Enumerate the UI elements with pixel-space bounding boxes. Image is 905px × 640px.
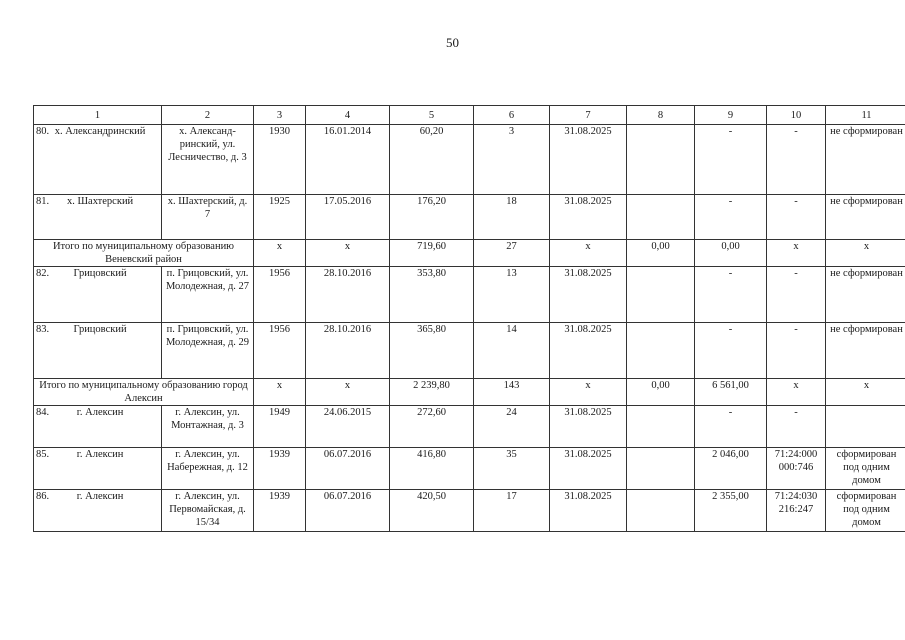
deadline-cell: 31.08.2025 — [550, 323, 627, 379]
col8-cell — [627, 490, 695, 532]
cadastral-cell: - — [767, 125, 826, 195]
area-cell: 719,60 — [390, 240, 474, 267]
col9-cell: 0,00 — [695, 240, 767, 267]
column-header: 2 — [162, 106, 254, 125]
area-cell: 2 239,80 — [390, 379, 474, 406]
settlement-name: г. Алексин — [76, 491, 124, 502]
settlement-name: х. Шахтерский — [66, 196, 134, 207]
date-cell: х — [306, 379, 390, 406]
row-id-cell — [34, 195, 162, 240]
year-cell: х — [254, 240, 306, 267]
col8-cell: 0,00 — [627, 240, 695, 267]
deadline-cell: х — [550, 379, 627, 406]
count-cell: 14 — [474, 323, 550, 379]
address-cell: х. Александ-ринский, ул. Лесничество, д. 3 — [162, 125, 254, 195]
count-cell: 143 — [474, 379, 550, 406]
cadastral-cell: 71:24:030 216:247 — [767, 490, 826, 532]
col8-cell — [627, 323, 695, 379]
subtotal-row — [34, 240, 905, 267]
table-row — [34, 448, 905, 490]
date-cell: х — [306, 240, 390, 267]
row-number: 81. — [36, 196, 50, 207]
year-cell: 1939 — [254, 490, 306, 532]
area-cell: 365,80 — [390, 323, 474, 379]
deadline-cell: 31.08.2025 — [550, 490, 627, 532]
status-cell: не сформирован — [826, 267, 905, 323]
cadastral-cell: х — [767, 240, 826, 267]
year-cell: 1949 — [254, 406, 306, 448]
col8-cell — [627, 125, 695, 195]
status-cell: х — [826, 240, 905, 267]
settlement-name: х. Александринский — [54, 126, 146, 137]
row-number: 84. — [36, 407, 50, 418]
area-cell: 176,20 — [390, 195, 474, 240]
year-cell: 1939 — [254, 448, 306, 490]
year-cell: 1956 — [254, 323, 306, 379]
status-cell: сформирован под одним домом — [826, 448, 905, 490]
cadastral-cell: - — [767, 267, 826, 323]
year-cell: 1956 — [254, 267, 306, 323]
col8-cell — [627, 267, 695, 323]
column-header: 3 — [254, 106, 306, 125]
col8-cell — [627, 448, 695, 490]
count-cell: 24 — [474, 406, 550, 448]
row-number: 80. — [36, 126, 50, 137]
year-cell: х — [254, 379, 306, 406]
column-header: 1 — [34, 106, 162, 125]
settlement-name: Грицовский — [73, 324, 127, 335]
row-number: 85. — [36, 449, 50, 460]
column-header: 7 — [550, 106, 627, 125]
row-number: 83. — [36, 324, 50, 335]
deadline-cell: 31.08.2025 — [550, 195, 627, 240]
row-id-cell — [34, 125, 162, 195]
table-row — [34, 195, 905, 240]
housing-table — [33, 105, 905, 532]
subtotal-row — [34, 379, 905, 406]
table-row — [34, 490, 905, 532]
address-cell: п. Грицовский, ул. Молодежная, д. 27 — [162, 267, 254, 323]
address-cell: г. Алексин, ул. Набережная, д. 12 — [162, 448, 254, 490]
row-id-cell — [34, 490, 162, 532]
address-cell: х. Шахтерский, д. 7 — [162, 195, 254, 240]
col8-cell — [627, 195, 695, 240]
subtotal-label: Итого по муниципальному образованию Веневский район — [34, 240, 254, 267]
count-cell: 17 — [474, 490, 550, 532]
table-row — [34, 406, 905, 448]
column-header: 10 — [767, 106, 826, 125]
column-header: 11 — [826, 106, 905, 125]
status-cell: х — [826, 379, 905, 406]
area-cell: 420,50 — [390, 490, 474, 532]
deadline-cell: 31.08.2025 — [550, 267, 627, 323]
col8-cell: 0,00 — [627, 379, 695, 406]
cadastral-cell: х — [767, 379, 826, 406]
table-row — [34, 125, 905, 195]
settlement-name: г. Алексин — [76, 407, 124, 418]
area-cell: 272,60 — [390, 406, 474, 448]
address-cell: п. Грицовский, ул. Молодежная, д. 29 — [162, 323, 254, 379]
count-cell: 13 — [474, 267, 550, 323]
settlement-name: Грицовский — [73, 268, 127, 279]
count-cell: 27 — [474, 240, 550, 267]
status-cell: не сформирован — [826, 323, 905, 379]
row-number: 82. — [36, 268, 50, 279]
col9-cell: 2 355,00 — [695, 490, 767, 532]
count-cell: 35 — [474, 448, 550, 490]
date-cell: 16.01.2014 — [306, 125, 390, 195]
col9-cell: - — [695, 125, 767, 195]
column-header: 4 — [306, 106, 390, 125]
column-header: 8 — [627, 106, 695, 125]
cadastral-cell: 71:24:000 000:746 — [767, 448, 826, 490]
col9-cell: 6 561,00 — [695, 379, 767, 406]
column-header: 9 — [695, 106, 767, 125]
year-cell: 1925 — [254, 195, 306, 240]
area-cell: 353,80 — [390, 267, 474, 323]
cadastral-cell: - — [767, 323, 826, 379]
row-id-cell — [34, 448, 162, 490]
table-row — [34, 323, 905, 379]
col9-cell: - — [695, 323, 767, 379]
col9-cell: 2 046,00 — [695, 448, 767, 490]
deadline-cell: 31.08.2025 — [550, 125, 627, 195]
date-cell: 06.07.2016 — [306, 490, 390, 532]
address-cell: г. Алексин, ул. Монтажная, д. 3 — [162, 406, 254, 448]
row-id-cell — [34, 267, 162, 323]
status-cell: не сформирован — [826, 125, 905, 195]
col9-cell: - — [695, 267, 767, 323]
area-cell: 416,80 — [390, 448, 474, 490]
date-cell: 17.05.2016 — [306, 195, 390, 240]
count-cell: 3 — [474, 125, 550, 195]
area-cell: 60,20 — [390, 125, 474, 195]
deadline-cell: 31.08.2025 — [550, 406, 627, 448]
address-cell: г. Алексин, ул. Первомайская, д. 15/34 — [162, 490, 254, 532]
col9-cell: - — [695, 406, 767, 448]
table-header-row — [34, 106, 905, 125]
date-cell: 24.06.2015 — [306, 406, 390, 448]
cadastral-cell: - — [767, 195, 826, 240]
col9-cell: - — [695, 195, 767, 240]
date-cell: 28.10.2016 — [306, 267, 390, 323]
column-header: 6 — [474, 106, 550, 125]
page-number: 50 — [446, 35, 459, 50]
row-number: 86. — [36, 491, 50, 502]
settlement-name: г. Алексин — [76, 449, 124, 460]
count-cell: 18 — [474, 195, 550, 240]
year-cell: 1930 — [254, 125, 306, 195]
status-cell: сформирован под одним домом — [826, 490, 905, 532]
col8-cell — [627, 406, 695, 448]
date-cell: 06.07.2016 — [306, 448, 390, 490]
row-id-cell — [34, 406, 162, 448]
status-cell — [826, 406, 905, 448]
deadline-cell: 31.08.2025 — [550, 448, 627, 490]
subtotal-label: Итого по муниципальному образованию город Алексин — [34, 379, 254, 406]
date-cell: 28.10.2016 — [306, 323, 390, 379]
cadastral-cell: - — [767, 406, 826, 448]
table-row — [34, 267, 905, 323]
column-header: 5 — [390, 106, 474, 125]
row-id-cell — [34, 323, 162, 379]
status-cell: не сформирован — [826, 195, 905, 240]
deadline-cell: х — [550, 240, 627, 267]
